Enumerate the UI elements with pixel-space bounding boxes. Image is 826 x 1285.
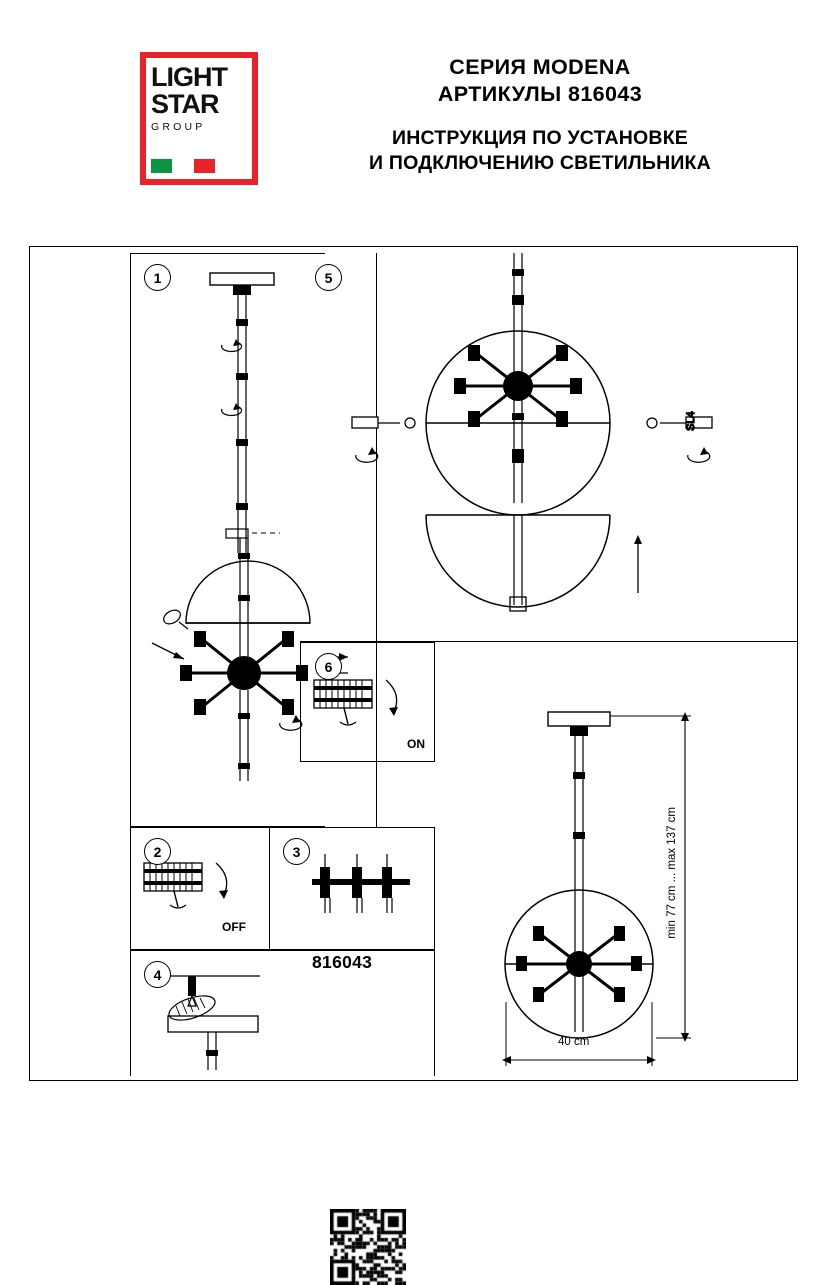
series-title: СЕРИЯ MODENA — [449, 55, 631, 79]
italian-flag-icon — [151, 159, 215, 173]
instruction-frame — [29, 246, 798, 1081]
step-6-label: ON — [407, 737, 425, 751]
step-badge-5: 5 — [315, 264, 342, 291]
logo-word-light: LIGHT — [151, 62, 227, 92]
article-title: АРТИКУЛЫ 816043 — [437, 82, 643, 106]
step-badge-4: 4 — [144, 961, 171, 988]
svg-text:SL4: SL4 — [685, 411, 697, 431]
step-badge-2: 2 — [144, 838, 171, 865]
page-header — [0, 0, 826, 210]
product-code-label: 816043 — [312, 952, 373, 972]
logo-inner — [146, 58, 252, 179]
logo-word-group: GROUP — [151, 121, 206, 133]
height-dimension-label: min 77 cm ... max 137 cm — [666, 807, 678, 939]
step-badge-6: 6 — [315, 653, 342, 680]
step-badge-1: 1 — [144, 264, 171, 291]
step-badge-3: 3 — [283, 838, 310, 865]
instruction-title-line2: И ПОДКЛЮЧЕНИЮ СВЕТИЛЬНИКА — [369, 152, 711, 174]
title-block — [280, 54, 800, 176]
brand-logo — [140, 52, 258, 185]
step-2-label: OFF — [222, 920, 246, 934]
logo-word-star: STAR — [151, 89, 219, 119]
width-dimension-label: 40 cm — [558, 1036, 590, 1048]
qr-code — [330, 1209, 406, 1285]
instruction-title-line1: ИНСТРУКЦИЯ ПО УСТАНОВКЕ — [391, 127, 688, 149]
step-5-diagram — [300, 253, 797, 642]
